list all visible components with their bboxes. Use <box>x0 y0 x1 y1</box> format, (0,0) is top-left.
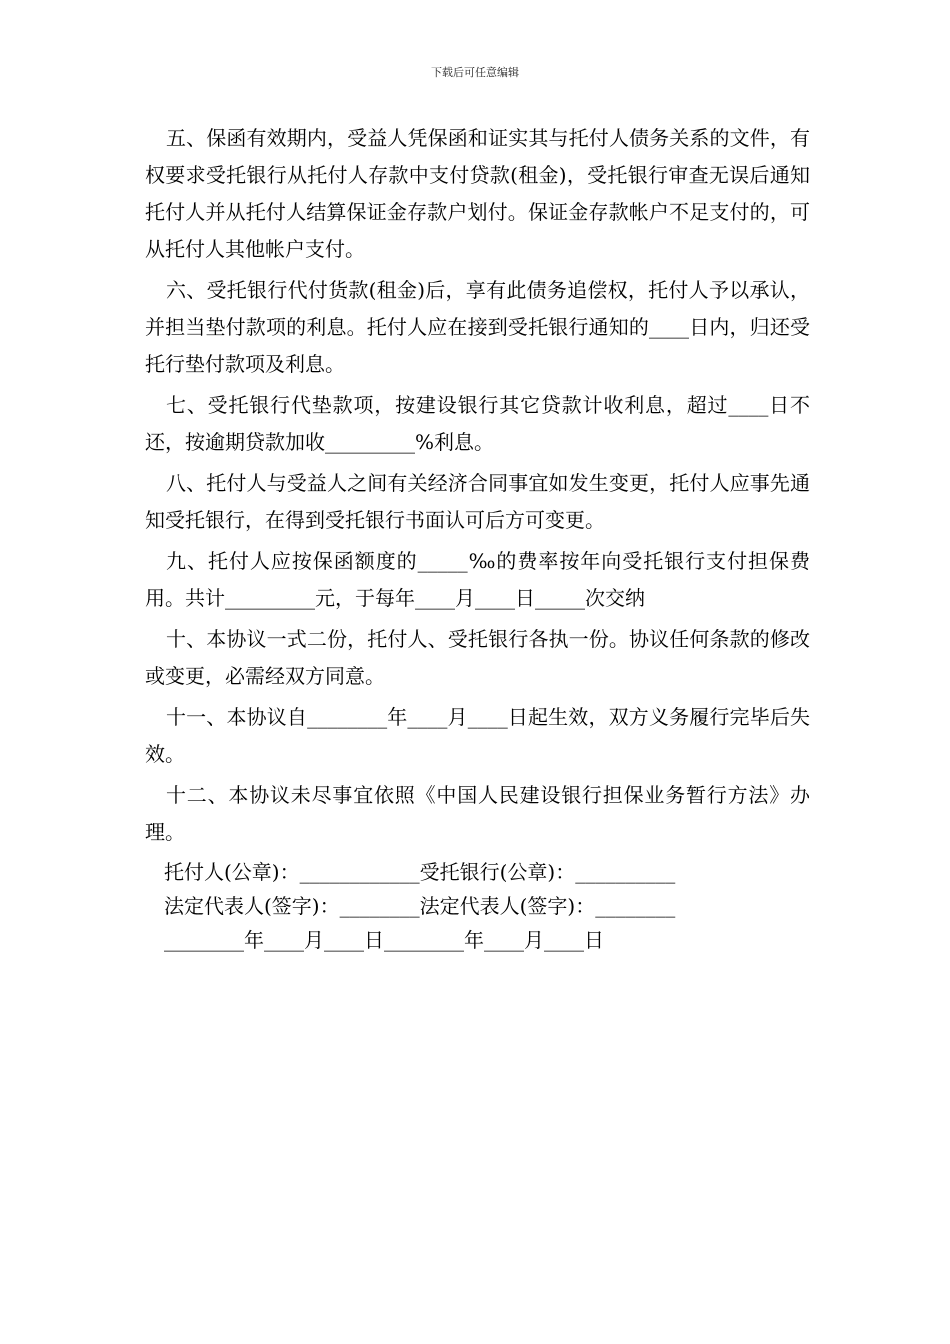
page-header: 下载后可任意编辑 <box>431 66 519 79</box>
clause-5: 五、保函有效期内，受益人凭保函和证实其与托付人债务关系的文件，有权要求受托银行从托付人存款中支付贷款(租金)，受托银行审查无误后通知托付人并从托付人结算保证金存款户划付。保证金存款帐户不足支付的，可从托付人其他帐户支付。 <box>145 126 810 261</box>
clause-8: 八、托付人与受益人之间有关经济合同事宜如发生变更，托付人应事先通知受托银行，在得到受托银行书面认可后方可变更。 <box>145 471 810 532</box>
clause-6: 六、受托银行代付货款(租金)后，享有此债务追偿权，托付人予以承认，并担当垫付款项的利息。托付人应在接到受托银行通知的____日内，归还受托行垫付款项及利息。 <box>145 278 810 376</box>
clause-9: 九、托付人应按保函额度的_____‰的费率按年向受托银行支付担保费用。共计_________元，于每年____月____日_____次交纳 <box>145 549 810 610</box>
clause-10: 十、本协议一式二份，托付人、受托银行各执一份。协议任何条款的修改或变更，必需经双方同意。 <box>145 627 810 688</box>
signature-date-line: ________年____月____日________年____月____日 <box>164 928 604 952</box>
signature-seal-line: 托付人(公章)：____________受托银行(公章)：__________ <box>164 860 676 884</box>
clause-11: 十一、本协议自________年____月____日起生效，双方义务履行完毕后失效。 <box>145 705 810 766</box>
clause-12: 十二、本协议未尽事宜依照《中国人民建设银行担保业务暂行方法》办理。 <box>145 783 810 844</box>
signature-representative-line: 法定代表人(签字)：________法定代表人(签字)：________ <box>164 894 676 918</box>
signature-block <box>145 855 810 957</box>
agreement-body <box>145 120 810 957</box>
clause-7: 七、受托银行代垫款项，按建设银行其它贷款计收利息，超过____日不还，按逾期贷款加收_________%利息。 <box>145 393 810 454</box>
